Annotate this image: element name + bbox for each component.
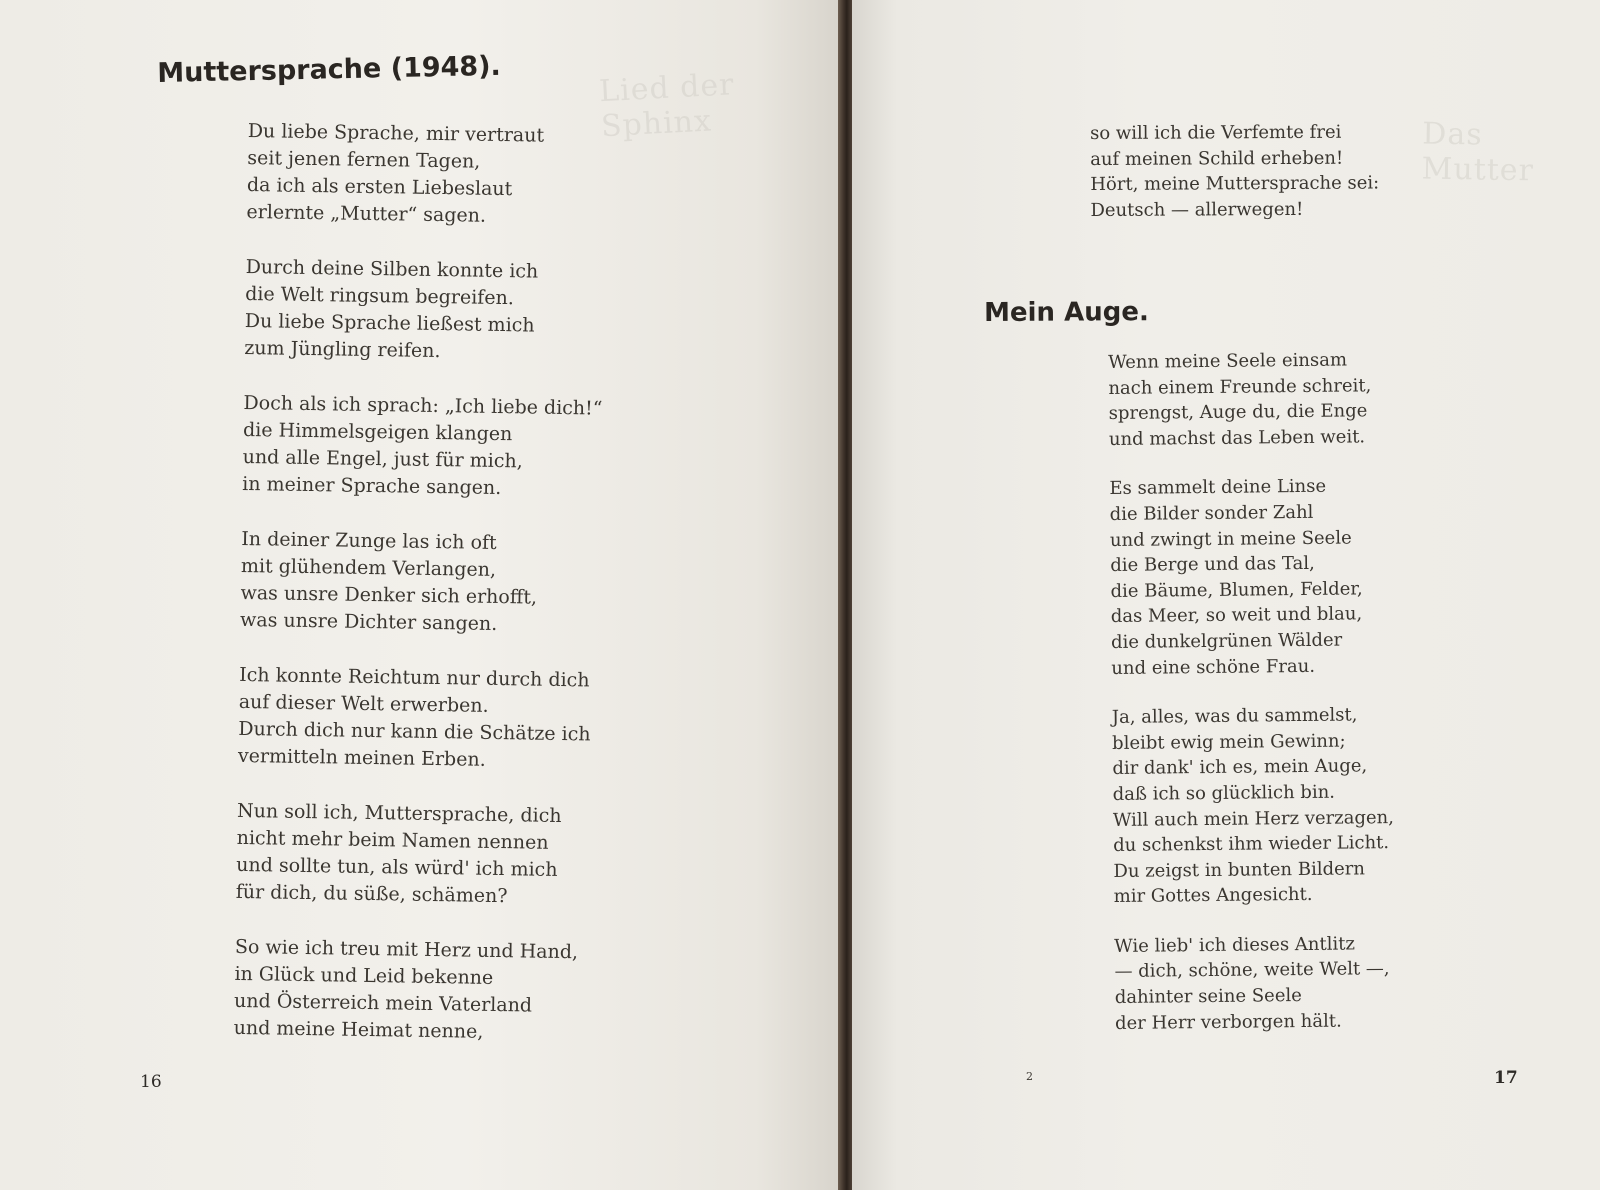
page-number-right: 17: [1494, 1068, 1518, 1088]
poem-line: das Meer, so weit und blau,: [1110, 603, 1363, 628]
poem-mein-auge: [1108, 347, 1396, 1060]
stanza: [233, 934, 594, 1048]
poem-line: die Bäume, Blumen, Felder,: [1110, 578, 1363, 602]
poem-line: was unsre Denker sich erhofft,: [240, 581, 538, 609]
poem-line: Du liebe Sprache, mir vertraut: [247, 119, 545, 147]
poem-line: dahinter seine Seele: [1114, 985, 1302, 1009]
poem-line: die dunkelgrünen Wälder: [1110, 629, 1343, 653]
poem-line: Du zeigst in bunten Bildern: [1113, 858, 1366, 882]
stanza: [1090, 119, 1379, 223]
poem-line: mir Gottes Angesicht.: [1113, 884, 1313, 908]
stanza: [1108, 347, 1390, 452]
bleed-through-text-left: Lied der Sphinx: [598, 67, 736, 145]
poem-line: was unsre Dichter sangen.: [239, 608, 498, 635]
poem-line: seit jenen fernen Tagen,: [247, 146, 481, 173]
signature-mark: 2: [1026, 1070, 1033, 1083]
poem-line: nach einem Freunde schreit,: [1108, 374, 1372, 399]
poem-line: die Himmelsgeigen klangen: [242, 418, 513, 446]
stanza: [238, 662, 599, 776]
poem-line: So wie ich treu mit Herz und Hand,: [234, 935, 579, 964]
poem-line: — dich, schöne, weite Welt —,: [1114, 958, 1390, 983]
poem-line: dir dank' ich es, mein Auge,: [1112, 755, 1368, 780]
stanza: [240, 526, 601, 640]
poem-line: nicht mehr beim Namen nennen: [236, 826, 549, 854]
poem-line: und machst das Leben weit.: [1108, 426, 1366, 450]
poem-line: Doch als ich sprach: „Ich liebe dich!“: [243, 391, 603, 420]
poem-line: Durch dich nur kann die Schätze ich: [238, 717, 591, 746]
poem-line: Wenn meine Seele einsam: [1108, 349, 1348, 373]
stanza: [236, 798, 597, 912]
poem-line: Nun soll ich, Muttersprache, dich: [236, 799, 562, 828]
poem-line: Ja, alles, was du sammelst,: [1111, 704, 1358, 729]
page-number-left: 16: [140, 1072, 162, 1092]
poem-line: Es sammelt deine Linse: [1109, 476, 1327, 500]
poem-line: in meiner Sprache sangen.: [242, 472, 502, 500]
poem-line: Ich konnte Reichtum nur durch dich: [239, 663, 590, 692]
stanza: [1109, 473, 1392, 681]
poem-line: und Österreich mein Vaterland: [233, 989, 533, 1017]
stanza: [244, 254, 605, 368]
poem-line: In deiner Zunge las ich oft: [241, 527, 497, 554]
poem-line: der Herr verborgen hält.: [1114, 1010, 1342, 1034]
poem-line: und eine schöne Frau.: [1111, 655, 1316, 679]
poem-line: Hört, meine Muttersprache sei:: [1090, 172, 1380, 195]
poem-line: zum Jüngling reifen.: [244, 336, 441, 363]
poem-line: mit glühendem Verlangen,: [240, 554, 497, 581]
poem-line: die Welt ringsum begreifen.: [245, 282, 515, 310]
poem-line: auf meinen Schild erheben!: [1090, 147, 1344, 170]
poem-line: da ich als ersten Liebeslaut: [246, 173, 513, 201]
stanza: [246, 118, 607, 232]
stanza: [242, 390, 603, 504]
bleed-through-text-right: Das Mutter: [1421, 116, 1535, 189]
poem-line: und alle Engel, just für mich,: [242, 445, 523, 473]
poem-line: bleibt ewig mein Gewinn;: [1112, 730, 1346, 754]
poem-line: vermitteln meinen Erben.: [237, 744, 486, 771]
poem-line: daß ich so glücklich bin.: [1112, 781, 1336, 805]
poem-line: die Berge und das Tal,: [1110, 553, 1315, 577]
stanza: [1114, 931, 1396, 1036]
poem-continuation: [1090, 119, 1379, 223]
poem-muttersprache: [233, 118, 607, 1076]
stanza: [1112, 702, 1395, 910]
poem-line: erlernte „Mutter“ sagen.: [246, 200, 487, 227]
poem-line: Wie lieb' ich dieses Antlitz: [1114, 933, 1356, 957]
poem-line: so will ich die Verfemte frei: [1090, 121, 1342, 144]
poem-line: auf dieser Welt erwerben.: [238, 690, 489, 717]
poem-title-mein-auge: Mein Auge.: [984, 297, 1149, 328]
poem-line: und meine Heimat nenne,: [233, 1016, 484, 1043]
poem-line: die Bilder sonder Zahl: [1109, 501, 1314, 525]
poem-line: und zwingt in meine Seele: [1109, 527, 1352, 551]
poem-line: du schenkst ihm wieder Licht.: [1113, 832, 1390, 857]
poem-title-muttersprache: Muttersprache (1948).: [157, 50, 502, 89]
poem-line: Deutsch — allerwegen!: [1090, 198, 1304, 221]
poem-line: in Glück und Leid bekenne: [234, 962, 494, 989]
poem-line: sprengst, Auge du, die Enge: [1108, 400, 1368, 425]
poem-line: und sollte tun, als würd' ich mich: [236, 853, 558, 881]
poem-line: Du liebe Sprache ließest mich: [244, 309, 535, 337]
poem-line: Will auch mein Herz verzagen,: [1112, 806, 1395, 831]
poem-line: Durch deine Silben konnte ich: [245, 255, 539, 283]
poem-line: für dich, du süße, schämen?: [235, 880, 508, 908]
